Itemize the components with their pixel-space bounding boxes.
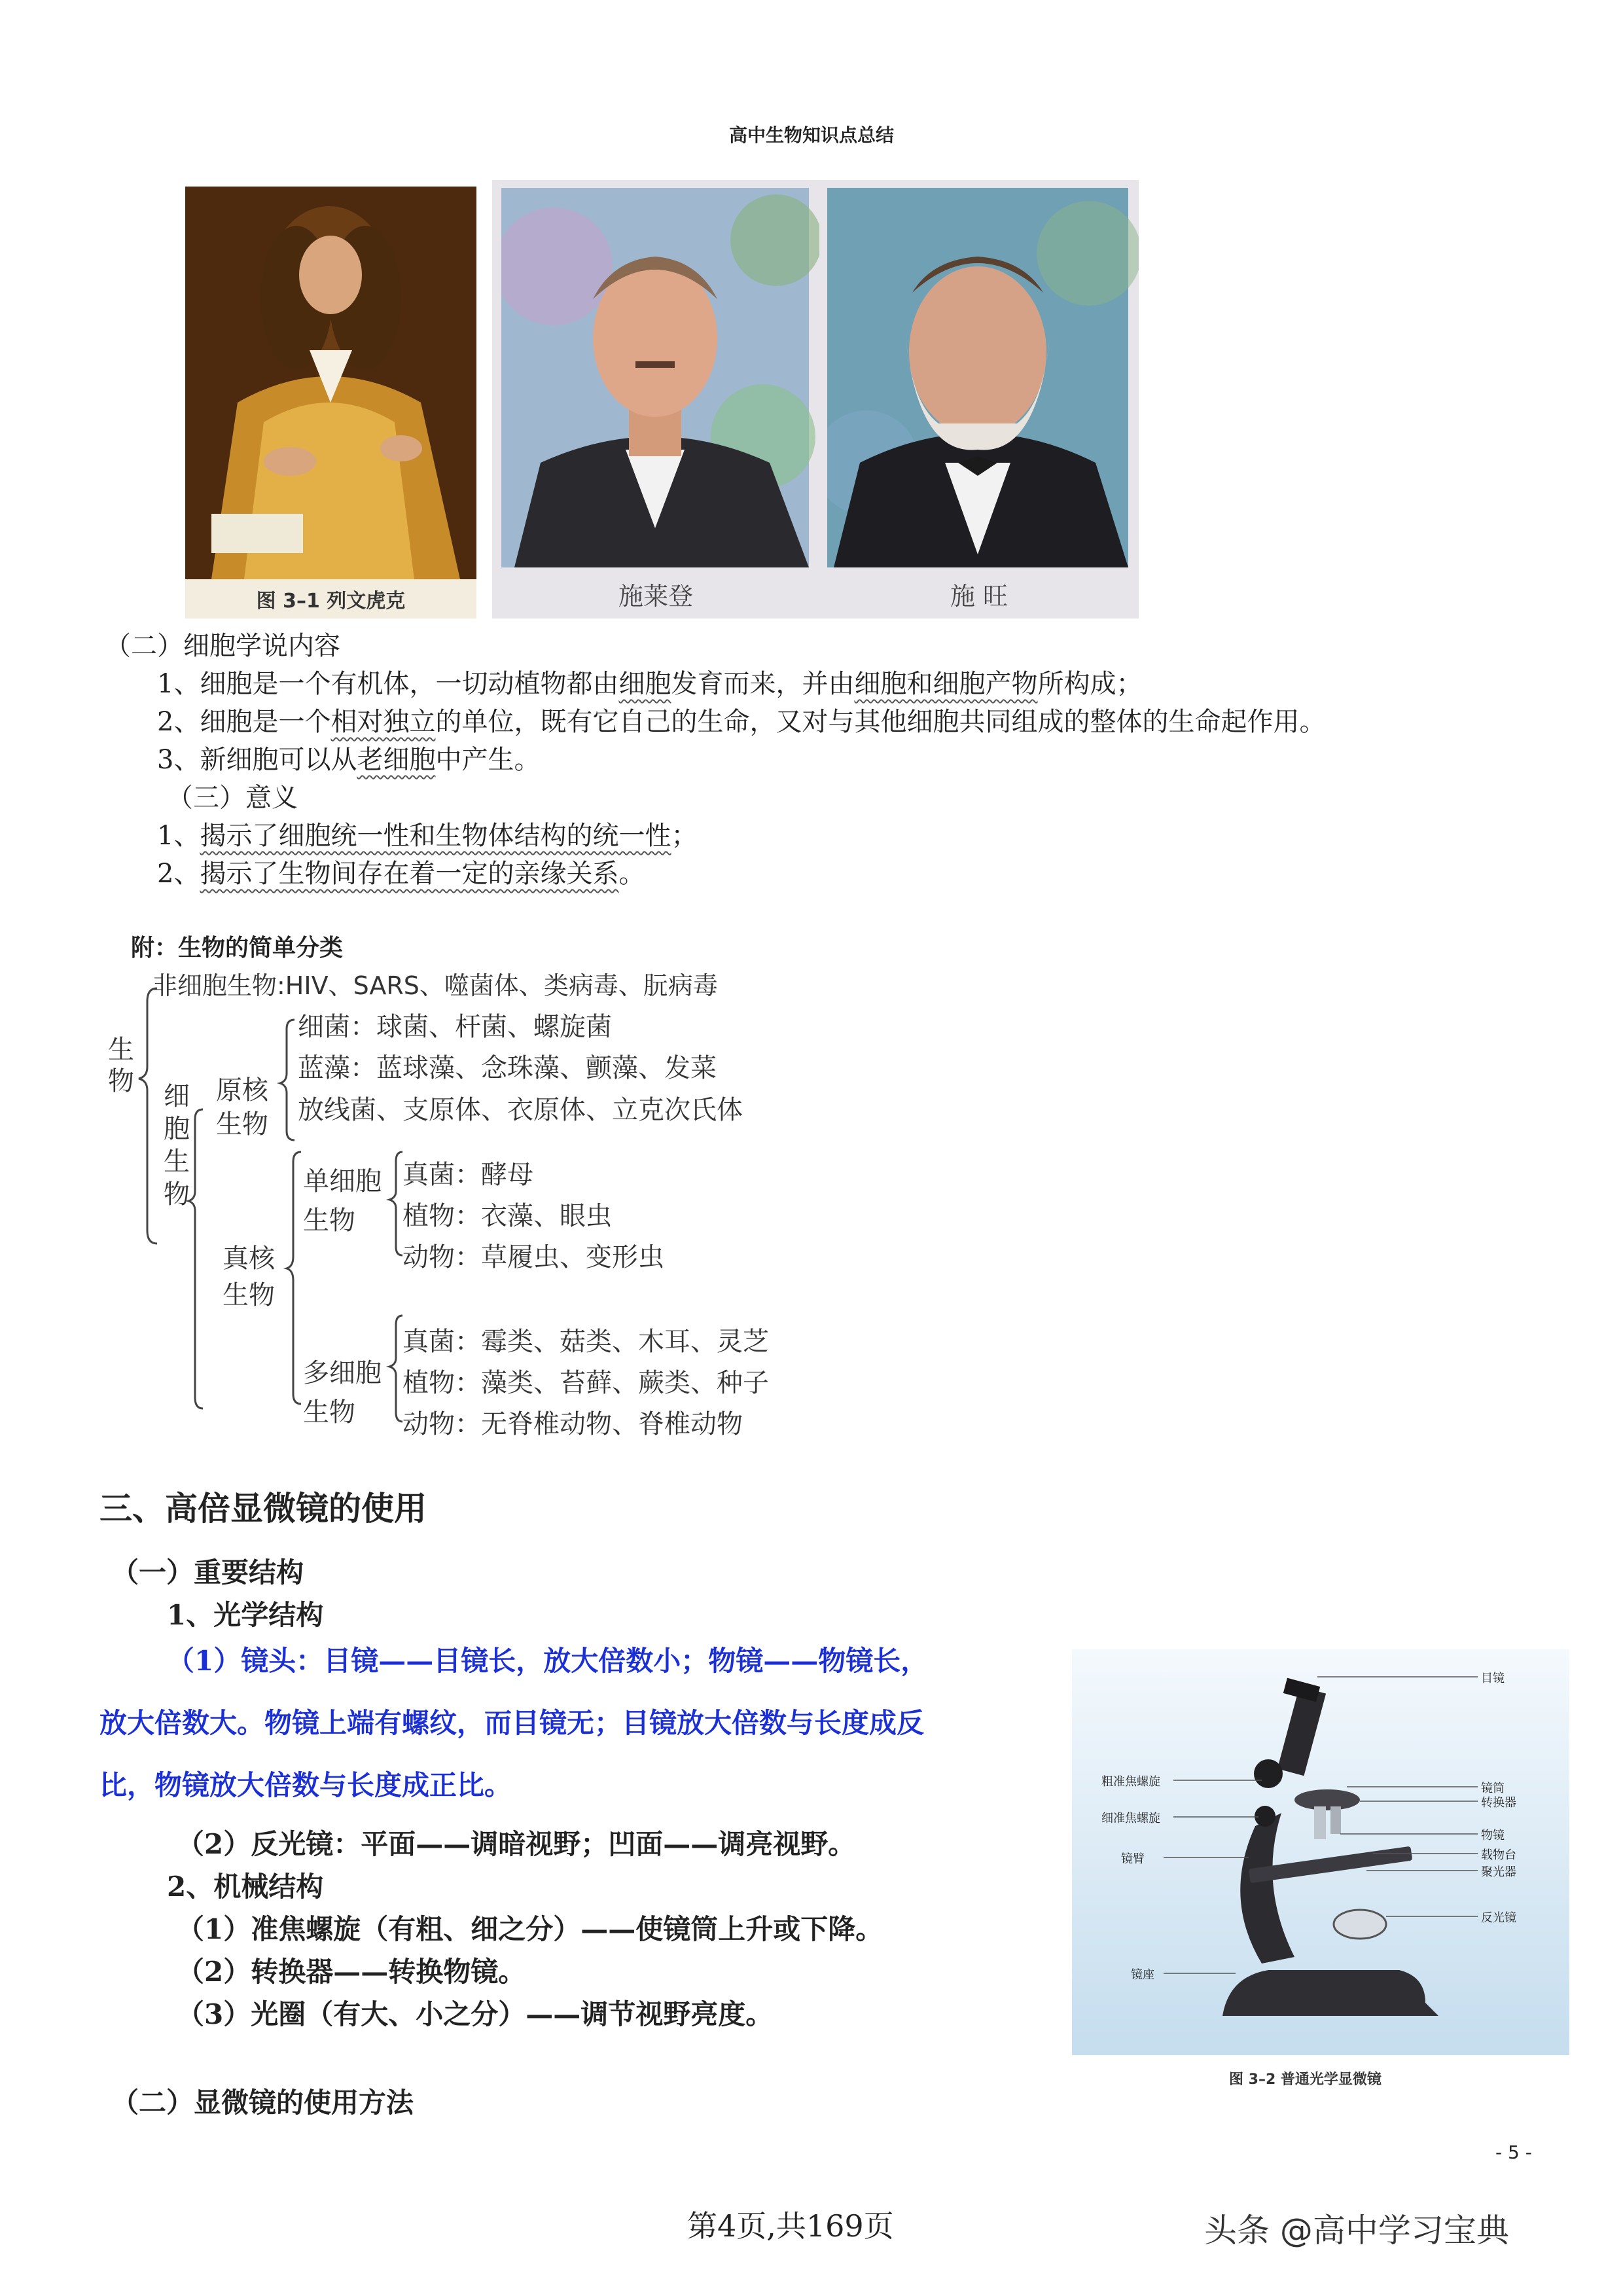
label-base: 镜座 <box>1131 1968 1154 1982</box>
significance-heading: （三）意义 <box>167 783 298 813</box>
schleiden-portrait <box>492 180 819 619</box>
subsection-2: （二）显微镜的使用方法 <box>111 2087 414 2119</box>
page-info: 第4页,共169页 <box>687 2208 894 2244</box>
microscope-figure <box>1072 1649 1569 2094</box>
cell-theory-point-3 <box>157 739 540 776</box>
euk-label: 真核生物 <box>223 1244 275 1310</box>
prok-item-1: 细菌：球菌、杆菌、螺旋菌 <box>298 1012 612 1042</box>
mechanical-2: （2）转换器——转换物镜。 <box>177 1956 526 1988</box>
emphasis: 细胞和细胞产物 <box>854 669 1038 699</box>
label-stage: 载物台 <box>1481 1848 1516 1862</box>
page-header: 高中生物知识点总结 <box>728 124 894 146</box>
text: 3、新细胞可以从 <box>157 745 357 775</box>
multi-item-2: 植物：藻类、苔藓、蕨类、种子 <box>402 1368 769 1398</box>
text: 所构成； <box>1037 669 1143 699</box>
text: 的单位，既有它自己的生命，又对与其他细胞共同组成的整体的生命起作用。 <box>435 707 1326 737</box>
prok-label: 原核生物 <box>216 1075 268 1139</box>
optical-heading: 1、光学结构 <box>167 1599 324 1631</box>
label-eyepiece: 目镜 <box>1481 1672 1505 1685</box>
prok-item-2: 蓝藻：蓝球藻、念珠藻、颤藻、发菜 <box>298 1053 717 1083</box>
cell-label: 细胞生物 <box>164 1081 190 1210</box>
uni-item-3: 动物：草履虫、变形虫 <box>402 1242 664 1272</box>
leeuwenhoek-painting <box>185 187 476 579</box>
noncell-line: 非细胞生物:HIV、SARS、噬菌体、类病毒、朊病毒 <box>152 971 718 1000</box>
cell-theory-point-1 <box>157 663 1142 700</box>
label-coarse-focus: 粗准焦螺旋 <box>1101 1775 1160 1789</box>
label-tube: 镜筒 <box>1481 1782 1505 1795</box>
root-label: 生物 <box>108 1035 134 1096</box>
label-mirror: 反光镜 <box>1481 1911 1516 1925</box>
cell-theory-point-2 <box>157 701 1325 738</box>
emphasis: 老细胞 <box>357 745 436 775</box>
label-arm: 镜臂 <box>1121 1852 1145 1866</box>
text: 1、 <box>157 821 200 851</box>
page-number: - 5 - <box>1495 2142 1532 2163</box>
mechanical-heading: 2、机械结构 <box>167 1871 324 1903</box>
text: 2、 <box>157 859 200 889</box>
schleiden-painting <box>501 188 819 581</box>
cell-theory-heading: （二）细胞学说内容 <box>105 631 340 661</box>
multi-label: 多细胞生物 <box>303 1358 382 1427</box>
emphasis: 相对独立 <box>330 707 436 737</box>
subsection-1: （一）重要结构 <box>111 1556 304 1588</box>
label-condenser: 聚光器 <box>1481 1865 1516 1879</box>
text: 1、细胞是一个有机体，一切动植物都由 <box>157 669 619 699</box>
emphasis: 揭示了生物间存在着一定的亲缘关系 <box>200 859 619 889</box>
label-fine-focus: 细准焦螺旋 <box>1101 1812 1160 1825</box>
text: 2、细胞是一个 <box>157 707 331 737</box>
significance-1 <box>157 815 697 852</box>
uni-item-1: 真菌：酵母 <box>402 1160 533 1190</box>
text: ； <box>671 821 698 851</box>
emphasis: 揭示了细胞统一性和生物体结构的统一性 <box>200 821 671 851</box>
leeuwenhoek-caption: 图 3–1 列文虎克 <box>256 590 406 613</box>
significance-2 <box>157 853 645 890</box>
multi-item-1: 真菌：霉类、菇类、木耳、灵芝 <box>402 1327 769 1357</box>
label-turret: 转换器 <box>1481 1796 1516 1810</box>
text: 发育而来，并由 <box>671 669 855 699</box>
uni-item-2: 植物：衣藻、眼虫 <box>402 1201 612 1231</box>
schwann-painting <box>827 188 1139 581</box>
lens-note-line-1: （1）镜头：目镜——目镜长，放大倍数小；物镜——物镜长， <box>167 1645 929 1677</box>
mirror-note: （2）反光镜：平面——调暗视野；凹面——调亮视野。 <box>177 1828 856 1860</box>
leeuwenhoek-portrait <box>185 187 476 619</box>
section-title: 三、高倍显微镜的使用 <box>99 1489 427 1528</box>
mechanical-1: （1）准焦螺旋（有粗、细之分）——使镜筒上升或下降。 <box>177 1913 883 1945</box>
schwann-caption: 施 旺 <box>950 582 1008 611</box>
classification-title: 附：生物的简单分类 <box>131 934 344 961</box>
schleiden-caption: 施莱登 <box>618 582 693 611</box>
lens-note-line-2: 放大倍数大。物镜上端有螺纹，而目镜无；目镜放大倍数与长度成反 <box>99 1707 925 1739</box>
emphasis: 细胞 <box>618 669 671 699</box>
text: 。 <box>618 859 645 889</box>
watermark: 头条 @高中学习宝典 <box>1204 2212 1509 2250</box>
label-objective: 物镜 <box>1481 1829 1505 1842</box>
lens-note-line-3: 比，物镜放大倍数与长度成正比。 <box>99 1769 512 1801</box>
microscope-caption: 图 3–2 普通光学显微镜 <box>1229 2072 1382 2088</box>
uni-label: 单细胞生物 <box>303 1166 382 1236</box>
text: 中产生。 <box>435 745 541 775</box>
schwann-portrait <box>819 180 1139 619</box>
multi-item-3: 动物：无脊椎动物、脊椎动物 <box>402 1409 743 1439</box>
prok-item-3: 放线菌、支原体、衣原体、立克次氏体 <box>298 1095 743 1125</box>
mechanical-3: （3）光圈（有大、小之分）——调节视野亮度。 <box>177 1998 774 2030</box>
